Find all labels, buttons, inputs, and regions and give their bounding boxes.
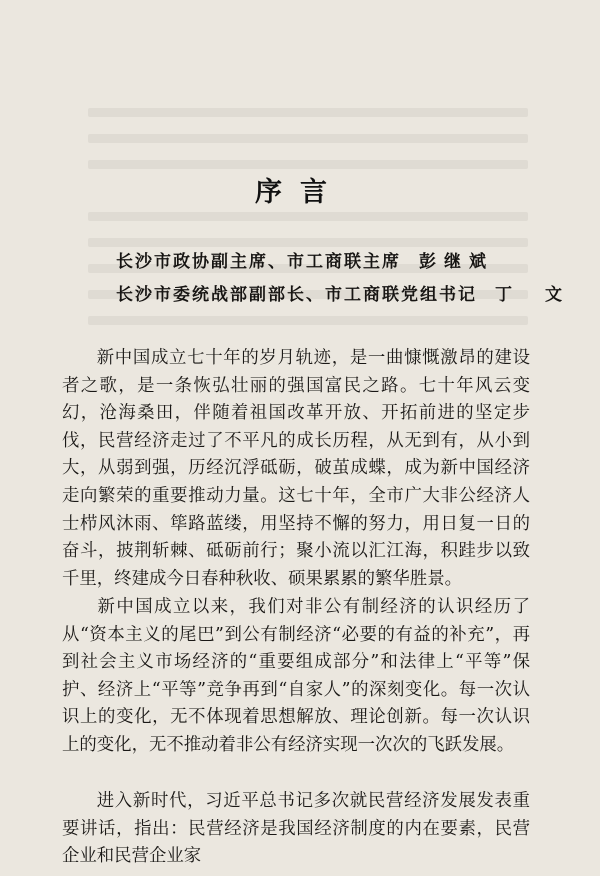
- author-line: [116, 247, 494, 272]
- body-paragraph: 新中国成立以来，我们对非公有制经济的认识经历了从“资本主义的尾巴”到公有制经济“必要的有益的补充”，再到社会主义市场经济的“重要组成部分”和法律上“平等”保护、经济上“平等”竞争再到“自家人”的深刻变化。每一次认识上的变化，无不体现着思想解放、理论创新。每一次认识上的变化，无不推动着非公有经济实现一次次的飞跃发展。: [62, 597, 530, 755]
- author-line: [116, 280, 570, 305]
- body-paragraph: 新中国成立七十年的岁月轨迹，是一曲慷慨激昂的建设者之歌，是一条恢弘壮丽的强国富民之路。七十年风云变幻，沧海桑田，伴随着祖国改革开放、开拓前进的坚定步伐，民营经济走过了不平凡的成长历程，从无到有，从小到大，从弱到强，历经沉浮砥砺，破茧成蝶，成为新中国经济走向繁荣的重要推动力量。这七十年，全市广大非公经济人士栉风沐雨、筚路蓝缕，用坚持不懈的努力，用日复一日的奋斗，披荆斩棘、砥砺前行；聚小流以汇江海，积跬步以致千里，终建成今日春种秋收、硕果累累的繁华胜景。: [62, 348, 530, 589]
- show-through-line: [88, 212, 528, 221]
- author-name: 彭继斌: [419, 252, 494, 272]
- show-through-line: [88, 108, 528, 117]
- show-through-line: [88, 238, 528, 247]
- author-name: 丁 文: [495, 285, 570, 305]
- body-paragraph: 进入新时代，习近平总书记多次就民营经济发展发表重要讲话，指出：民营经济是我国经济制度的内在要素，民营企业和民营企业家: [62, 791, 530, 867]
- page-title: 序言: [255, 177, 345, 208]
- author-role: 长沙市委统战部副部长、市工商联党组书记: [116, 285, 477, 305]
- author-role: 长沙市政协副主席、市工商联主席: [116, 252, 401, 272]
- show-through-line: [88, 160, 528, 169]
- show-through-line: [88, 316, 528, 325]
- show-through-line: [88, 134, 528, 143]
